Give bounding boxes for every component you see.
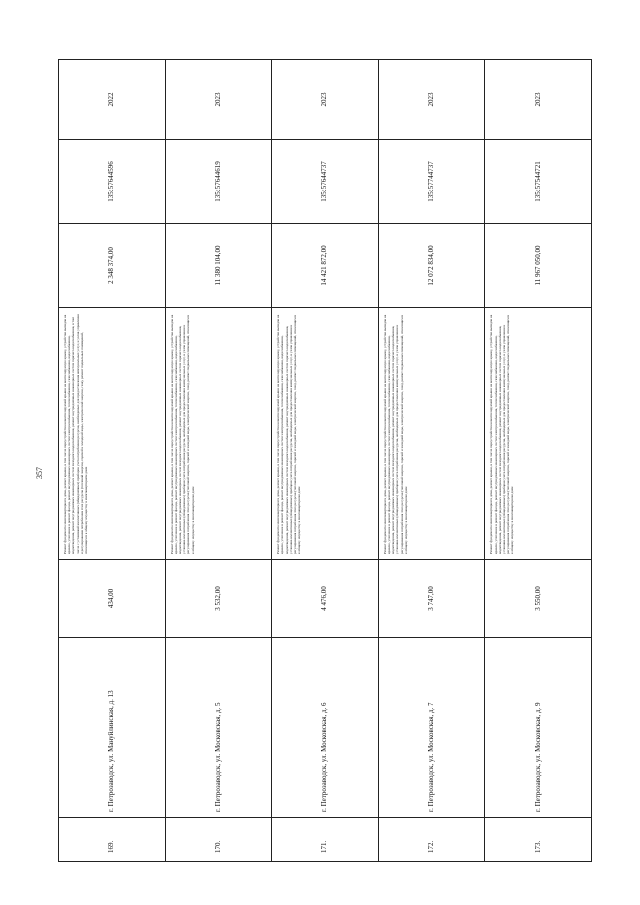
works-description-cell: Ремонт фундамента многоквартирного дома, ремонт крыши, в том числе переустройство невентилируемой крыши на вентилируемую крышу, устройство выходов на кровлю, утепление и ремонт фасада, ремонт внутридомовых инженерных систем электроснабжения, теплоснабжения, газоснабжения, водоснабжения, водоотведения, ремонт внутридомовых инженерных систем холодного водоснабжения, ремонт внутридомовых инженерных систем горячего водоснабжения, установка коллективных (общедомовых) приборов учета потребления ресурсов, необходимых для предоставления коммунальных услуг, и узлов управления и регулирования потребления этих ресурсов (тепловой энергии, горячей и холодной воды, электрической энергии, газа), ремонт подвальных помещений, относящихся к общему имуществу в многоквартирном доме (165, 308, 272, 560)
year-cell: 2023 (272, 60, 379, 140)
code-cell: 135:57644596 (59, 140, 166, 224)
year-cell: 2023 (485, 60, 592, 140)
row-number: 173. (485, 818, 592, 862)
row-number: 170. (165, 818, 272, 862)
address-cell: г. Петрозаводск, ул. Московская, д. 7 (378, 638, 485, 818)
code-cell: 135:57744737 (378, 140, 485, 224)
address-cell: г. Петрозаводск, ул. Мануйлинская, д. 13 (59, 638, 166, 818)
table-row (59, 60, 166, 862)
cost-cell: 11 967 050,00 (485, 224, 592, 308)
cost-cell: 2 348 374,00 (59, 224, 166, 308)
area-cell: 4 476,00 (272, 560, 379, 638)
row-number: 171. (272, 818, 379, 862)
code-cell: 135:57644619 (165, 140, 272, 224)
cost-cell: 11 380 104,00 (165, 224, 272, 308)
area-cell: 434,00 (59, 560, 166, 638)
cost-cell: 12 072 834,00 (378, 224, 485, 308)
year-cell: 2023 (378, 60, 485, 140)
row-number: 172. (378, 818, 485, 862)
area-cell: 3 550,00 (485, 560, 592, 638)
row-number: 169. (59, 818, 166, 862)
table-row (272, 60, 379, 862)
code-cell: 135:57644737 (272, 140, 379, 224)
address-cell: г. Петрозаводск, ул. Московская, д. 5 (165, 638, 272, 818)
rotated-table (58, 60, 592, 862)
repair-plan-table (58, 59, 592, 862)
works-description-cell: Ремонт фундамента многоквартирного дома, ремонт крыши, в том числе переустройство невентилируемой крыши на вентилируемую крышу, устройство выходов на кровлю, утепление и ремонт фасада, ремонт внутридомовых инженерных систем электроснабжения, теплоснабжения, газоснабжения, водоснабжения, водоотведения, ремонт внутридомовых инженерных систем холодного водоснабжения, ремонт внутридомовых инженерных систем горячего водоснабжения, установка коллективных (общедомовых) приборов учета потребления ресурсов, необходимых для предоставления коммунальных услуг, и узлов управления и регулирования потребления этих ресурсов (тепловой энергии, горячей и холодной воды, электрической энергии, газа), ремонт подвальных помещений, относящихся к общему имуществу в многоквартирном доме (272, 308, 379, 560)
page-number: 357 (35, 467, 44, 479)
code-cell: 135:57544721 (485, 140, 592, 224)
works-description-cell: Ремонт фундамента многоквартирного дома, ремонт крыши, в том числе переустройство невентилируемой крыши на вентилируемую крышу, устройство выходов на кровлю, утепление и ремонт фасада, ремонт внутридомовых инженерных систем электроснабжения, теплоснабжения, газоснабжения, водоснабжения, водоотведения, ремонт внутридомовых инженерных систем холодного водоснабжения, ремонт внутридомовых инженерных систем горячего водоснабжения, установка коллективных (общедомовых) приборов учета потребления ресурсов, необходимых для предоставления коммунальных услуг, и узлов управления и регулирования потребления этих ресурсов (тепловой энергии, горячей и холодной воды, электрической энергии, газа), ремонт подвальных помещений, относящихся к общему имуществу в многоквартирном доме (485, 308, 592, 560)
address-cell: г. Петрозаводск, ул. Московская, д. 6 (272, 638, 379, 818)
cost-cell: 14 421 872,00 (272, 224, 379, 308)
table-frame (58, 60, 592, 862)
area-cell: 3 747,00 (378, 560, 485, 638)
works-description-cell: Ремонт фундамента многоквартирного дома, ремонт крыши, в том числе переустройство невентилируемой крыши на вентилируемую крышу, устройство выходов на кровлю, утепление и ремонт фасада, ремонт внутридомовых инженерных систем электроснабжения, теплоснабжения, газоснабжения, водоснабжения, водоотведения, ремонт внутридомовых инженерных систем холодного водоснабжения, ремонт внутридомовых инженерных систем горячего водоснабжения, в том числе с установкой коллективных (общедомовых) приборов учета потребления ресурсов, необходимых для предоставления коммунальных услуг, и узлов управления и регулирования потребления этих ресурсов (тепловой энергии, горячей и холодной воды, электрической энергии, газа), ремонт подвальных помещений, относящихся к общему имуществу в многоквартирном доме (59, 308, 166, 560)
table-row (378, 60, 485, 862)
year-cell: 2023 (165, 60, 272, 140)
table-row (485, 60, 592, 862)
area-cell: 3 532,00 (165, 560, 272, 638)
table-row (165, 60, 272, 862)
year-cell: 2022 (59, 60, 166, 140)
works-description-cell: Ремонт фундамента многоквартирного дома, ремонт крыши, в том числе переустройство невентилируемой крыши на вентилируемую крышу, устройство выходов на кровлю, утепление и ремонт фасада, ремонт внутридомовых инженерных систем электроснабжения, теплоснабжения, газоснабжения, водоснабжения, водоотведения, ремонт внутридомовых инженерных систем холодного водоснабжения, ремонт внутридомовых инженерных систем горячего водоснабжения, установка коллективных (общедомовых) приборов учета потребления ресурсов, необходимых для предоставления коммунальных услуг, и узлов управления и регулирования потребления этих ресурсов (тепловой энергии, горячей и холодной воды, электрической энергии, газа), ремонт подвальных помещений, относящихся к общему имуществу в многоквартирном доме (378, 308, 485, 560)
address-cell: г. Петрозаводск, ул. Московская, д. 9 (485, 638, 592, 818)
